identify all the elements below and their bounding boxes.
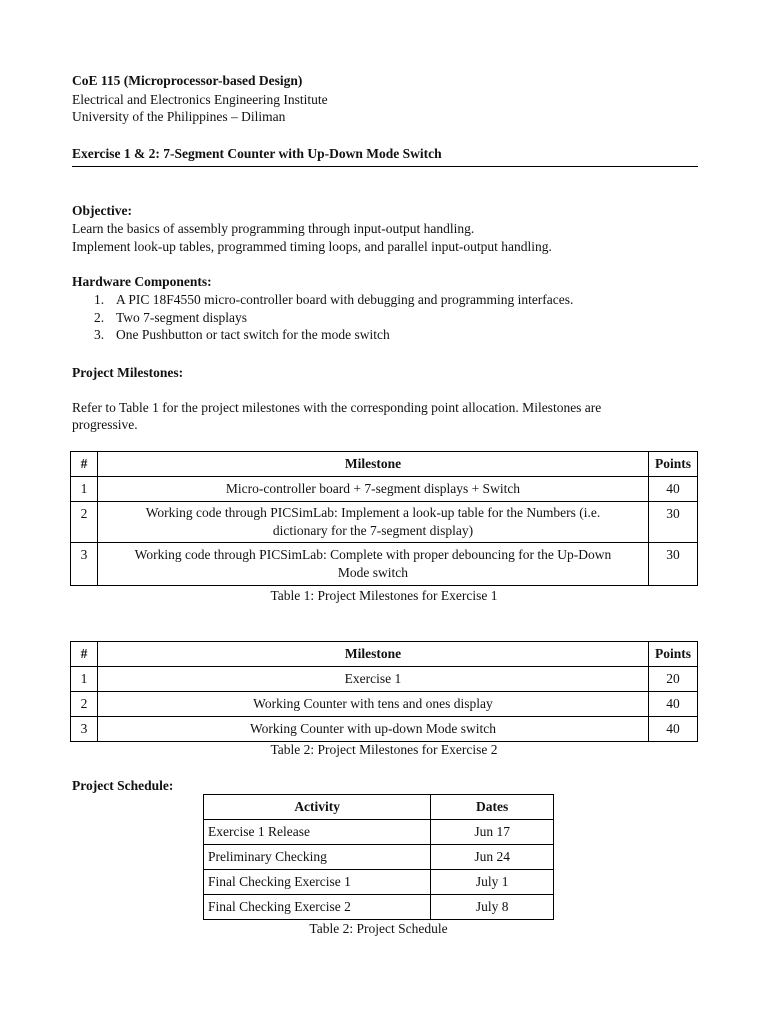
points-cell: 40 bbox=[649, 477, 698, 502]
schedule-caption: Table 2: Project Schedule bbox=[309, 921, 448, 936]
date-cell: Jun 17 bbox=[431, 820, 554, 845]
milestones-heading: Project Milestones: bbox=[72, 365, 184, 380]
milestone-text: Micro-controller board + 7-segment displays + Switch bbox=[225, 481, 521, 496]
hardware-item bbox=[72, 309, 573, 327]
milestone-text: Working code through PICSimLab: Complete with proper debouncing for the Up-Down bbox=[134, 547, 612, 562]
col-header: Points bbox=[649, 642, 698, 667]
milestone-cell: Exercise 1 bbox=[97, 667, 648, 692]
milestone-text: Mode switch bbox=[337, 565, 409, 580]
col-header: # bbox=[71, 642, 98, 667]
col-header: Milestone bbox=[97, 452, 648, 477]
col-header: Points bbox=[649, 452, 698, 477]
table-row bbox=[204, 895, 554, 920]
row-number: 3 bbox=[71, 543, 98, 586]
milestone-cell bbox=[97, 502, 648, 543]
milestone-cell bbox=[97, 477, 648, 502]
points-cell: 20 bbox=[649, 667, 698, 692]
item-text: A PIC 18F4550 micro-controller board with debugging and programming interfaces. bbox=[116, 292, 574, 307]
col-header: Activity bbox=[204, 795, 431, 820]
milestone-cell bbox=[97, 543, 648, 586]
table-row bbox=[71, 477, 698, 502]
title-divider bbox=[72, 166, 698, 167]
objective-line: Implement look-up tables, programmed timing loops, and parallel input-output handling. bbox=[72, 239, 552, 254]
points-cell: 30 bbox=[649, 502, 698, 543]
row-number: 1 bbox=[71, 477, 98, 502]
table-row bbox=[204, 870, 554, 895]
row-number: 2 bbox=[71, 692, 98, 717]
milestones-intro: Refer to Table 1 for the project milestones with the corresponding point allocation. Milestones are bbox=[72, 400, 602, 415]
col-header: Dates bbox=[431, 795, 554, 820]
table-row bbox=[71, 502, 698, 543]
schedule-heading: Project Schedule: bbox=[72, 778, 174, 793]
points-cell: 40 bbox=[649, 717, 698, 742]
objective-heading: Objective: bbox=[72, 203, 132, 218]
objective-line: Learn the basics of assembly programming through input-output handling. bbox=[72, 221, 475, 236]
date-cell: July 8 bbox=[431, 895, 554, 920]
points-cell: 30 bbox=[649, 543, 698, 586]
institute-name: Electrical and Electronics Engineering Institute bbox=[72, 92, 328, 107]
table-2-caption: Table 2: Project Milestones for Exercise 2 bbox=[270, 742, 498, 757]
activity-cell: Final Checking Exercise 2 bbox=[204, 895, 431, 920]
milestone-cell: Working Counter with up-down Mode switch bbox=[97, 717, 648, 742]
hardware-item bbox=[72, 326, 573, 344]
milestone-cell: Working Counter with tens and ones display bbox=[97, 692, 648, 717]
col-header: Milestone bbox=[97, 642, 648, 667]
item-number: 3. bbox=[94, 327, 105, 342]
course-title: CoE 115 (Microprocessor-based Design) bbox=[72, 73, 303, 88]
table-header-row bbox=[71, 452, 698, 477]
table-row bbox=[204, 820, 554, 845]
table-row bbox=[71, 667, 698, 692]
hardware-heading: Hardware Components: bbox=[72, 274, 212, 289]
table-row bbox=[71, 717, 698, 742]
exercise-title: Exercise 1 & 2: 7-Segment Counter with Up-Down Mode Switch bbox=[72, 146, 442, 161]
milestones-intro: progressive. bbox=[72, 417, 138, 432]
item-text: Two 7-segment displays bbox=[116, 309, 248, 325]
table-1-caption: Table 1: Project Milestones for Exercise 1 bbox=[270, 588, 498, 603]
row-number: 1 bbox=[71, 667, 98, 692]
hardware-list bbox=[72, 291, 573, 344]
schedule-table bbox=[203, 794, 554, 920]
activity-cell: Final Checking Exercise 1 bbox=[204, 870, 431, 895]
item-text: One Pushbutton or tact switch for the mode switch bbox=[116, 327, 390, 342]
activity-cell: Exercise 1 Release bbox=[204, 820, 431, 845]
item-number: 2. bbox=[94, 309, 105, 325]
date-cell: July 1 bbox=[431, 870, 554, 895]
row-number: 2 bbox=[71, 502, 98, 543]
table-header-row bbox=[204, 795, 554, 820]
table-row bbox=[204, 845, 554, 870]
table-row bbox=[71, 692, 698, 717]
date-cell: Jun 24 bbox=[431, 845, 554, 870]
milestones-table-2 bbox=[70, 641, 698, 742]
milestone-text: Working code through PICSimLab: Implement a look-up table for the Numbers (i.e. bbox=[145, 505, 601, 520]
university-name: University of the Philippines – Diliman bbox=[72, 109, 286, 124]
hardware-item bbox=[72, 291, 573, 309]
milestone-text: dictionary for the 7-segment display) bbox=[272, 523, 474, 538]
row-number: 3 bbox=[71, 717, 98, 742]
table-row bbox=[71, 543, 698, 586]
points-cell: 40 bbox=[649, 692, 698, 717]
col-header: # bbox=[71, 452, 98, 477]
milestones-table-1 bbox=[70, 451, 698, 586]
item-number: 1. bbox=[94, 292, 105, 307]
table-header-row bbox=[71, 642, 698, 667]
activity-cell: Preliminary Checking bbox=[204, 845, 431, 870]
